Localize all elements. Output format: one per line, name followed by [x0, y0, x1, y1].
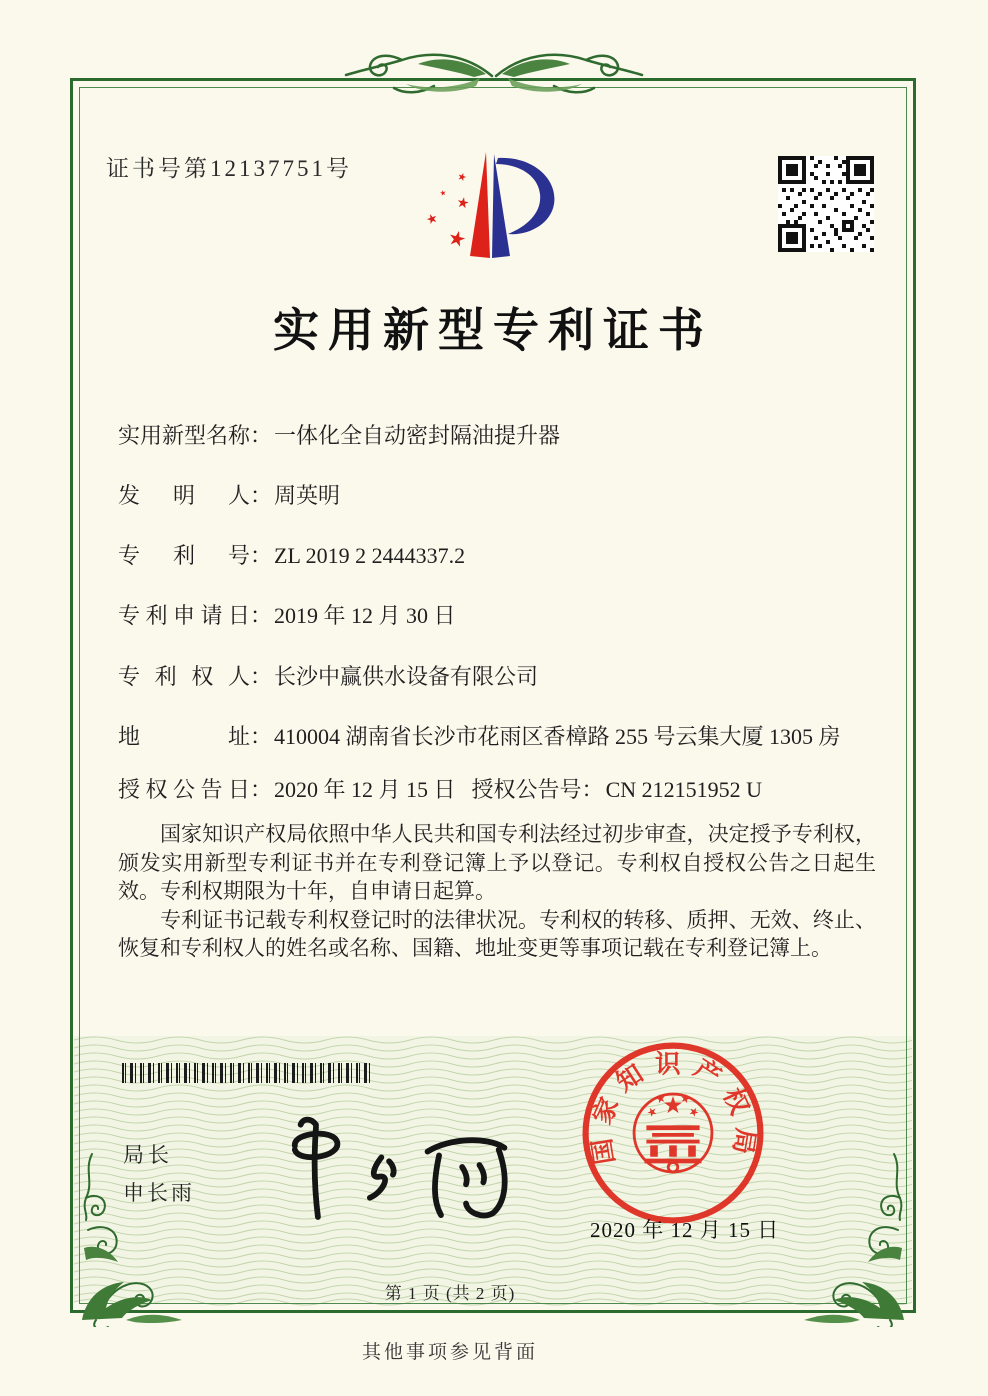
barcode	[122, 1063, 372, 1083]
signer-name: 申长雨	[123, 1181, 195, 1205]
certificate-number: 证书号第12137751号	[106, 156, 352, 181]
signature	[266, 1108, 516, 1226]
seal-date: 2020 年 12 月 15 日	[590, 1218, 780, 1242]
field-label: 专利权人	[118, 664, 250, 689]
field-colon: ：	[581, 777, 604, 802]
grant-date-label: 授权公告日	[118, 777, 250, 802]
field-row-grant	[118, 773, 762, 804]
field-value: 410004 湖南省长沙市花雨区香樟路 255 号云集大厦 1305 房	[274, 724, 841, 749]
field-row-filing-date	[118, 599, 456, 630]
legal-paragraph-1: 国家知识产权局依照中华人民共和国专利法经过初步审查，决定授予专利权，颁发实用新型专利证书并在专利登记簿上予以登记。专利权自授权公告之日起生效。专利权期限为十年，自申请日起算。	[118, 822, 876, 903]
page-number: 第 1 页 (共 2 页)	[384, 1284, 516, 1303]
border-ornament-top-center	[344, 44, 644, 108]
seal-text: 国家知识产权局	[585, 1049, 761, 1167]
legal-text	[118, 820, 876, 963]
field-label: 专利申请日	[118, 603, 250, 628]
grant-date-value: 2020 年 12 月 15 日	[274, 777, 456, 802]
field-value: 长沙中赢供水设备有限公司	[274, 664, 539, 689]
field-value: 一体化全自动密封隔油提升器	[274, 423, 561, 448]
certificate-title: 实用新型专利证书	[273, 305, 713, 356]
field-colon: ：	[250, 664, 273, 689]
field-label: 实用新型名称	[118, 423, 251, 448]
signer-title: 局长	[123, 1143, 173, 1167]
field-colon: ：	[250, 603, 273, 628]
field-colon: ：	[250, 543, 273, 568]
field-colon: ：	[250, 777, 273, 802]
field-label: 专利号	[118, 543, 250, 568]
cnipa-logo-icon	[424, 142, 564, 267]
field-value: 周英明	[274, 483, 341, 508]
field-value: ZL 2019 2 2444337.2	[274, 543, 466, 568]
field-label: 地址	[118, 724, 250, 749]
field-colon: ：	[250, 483, 273, 508]
national-emblem-icon	[634, 1093, 712, 1172]
legal-paragraph-2: 专利证书记载专利权登记时的法律状况。专利权的转移、质押、无效、终止、恢复和专利权人的姓名或名称、国籍、地址变更等事项记载在专利登记簿上。	[118, 907, 876, 960]
grant-no-value: CN 212151952 U	[605, 777, 763, 802]
field-row-name	[118, 419, 560, 450]
official-seal	[578, 1038, 768, 1228]
field-value: 2019 年 12 月 30 日	[274, 603, 456, 628]
field-row-patent-no	[118, 539, 465, 570]
grant-no-label: 授权公告号	[471, 777, 582, 802]
field-row-address	[118, 720, 841, 751]
back-side-note: 其他事项参见背面	[361, 1342, 538, 1363]
field-colon: ：	[250, 423, 273, 448]
field-colon: ：	[250, 724, 273, 749]
field-row-patentee	[118, 660, 538, 691]
field-row-inventor	[118, 479, 340, 510]
qr-code	[778, 156, 874, 252]
field-label: 发明人	[118, 483, 250, 508]
